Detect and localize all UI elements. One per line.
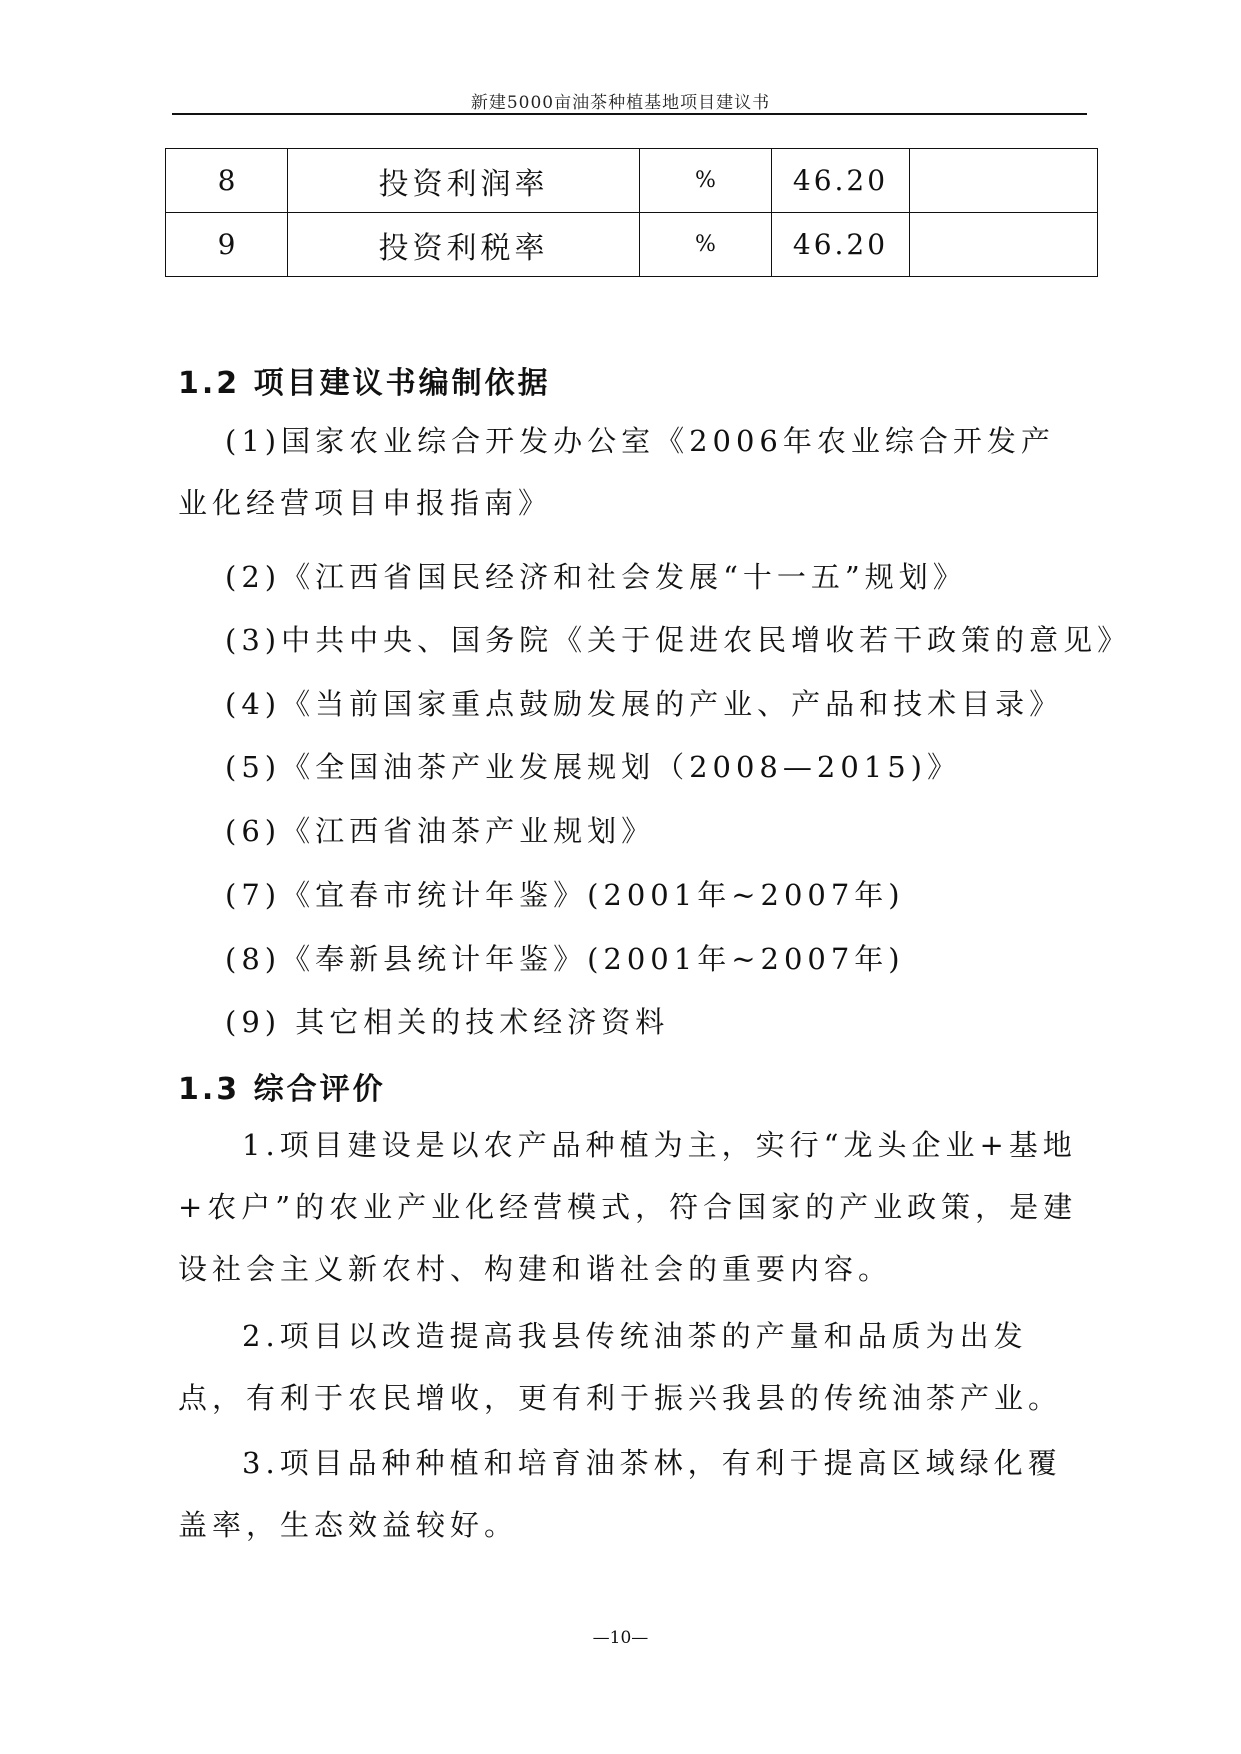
indicator-name: 投资利税率 bbox=[288, 213, 640, 277]
basis-item-8: (8)《奉新县统计年鉴》(2001年~2007年) bbox=[225, 942, 905, 976]
indicator-note bbox=[910, 213, 1098, 277]
section-heading-1-3: 1.3 综合评价 bbox=[178, 1072, 386, 1107]
basis-item-4: (4)《当前国家重点鼓励发展的产业、产品和技术目录》 bbox=[225, 687, 1064, 721]
indicator-table bbox=[165, 148, 1098, 277]
evaluation-paragraph-1: 1.项目建设是以农产品种植为主，实行“龙头企业+基地+农户”的农业产业化经营模式，符合国家的产业政策，是建设社会主义新农村、构建和谐社会的重要内容。 bbox=[178, 1128, 1078, 1286]
indicator-name: 投资利润率 bbox=[288, 149, 640, 213]
evaluation-paragraph-3: 3.项目品种种植和培育油茶林，有利于提高区域绿化覆盖率，生态效益较好。 bbox=[178, 1446, 1062, 1542]
evaluation-paragraph-2: 2.项目以改造提高我县传统油茶的产量和品质为出发点，有利于农民增收，更有利于振兴我县的传统油茶产业。 bbox=[178, 1319, 1063, 1415]
indicator-value: 46.20 bbox=[772, 213, 910, 277]
basis-item-6: (6)《江西省油茶产业规划》 bbox=[225, 814, 656, 848]
indicator-unit: % bbox=[640, 213, 772, 277]
table-row bbox=[166, 213, 1098, 277]
table-row bbox=[166, 149, 1098, 213]
basis-item-5: (5)《全国油茶产业发展规划（2008—2015)》 bbox=[225, 750, 961, 784]
basis-item-1: (1)国家农业综合开发办公室《2006年农业综合开发产业化经营项目申报指南》 bbox=[178, 424, 1055, 520]
row-number: 8 bbox=[166, 149, 288, 213]
indicator-value: 46.20 bbox=[772, 149, 910, 213]
basis-item-7: (7)《宜春市统计年鉴》(2001年~2007年) bbox=[225, 878, 905, 912]
indicator-unit: % bbox=[640, 149, 772, 213]
page-number: —10— bbox=[592, 1628, 649, 1648]
indicator-note bbox=[910, 149, 1098, 213]
basis-item-9: (9) 其它相关的技术经济资料 bbox=[225, 1005, 670, 1039]
row-number: 9 bbox=[166, 213, 288, 277]
basis-item-2: (2)《江西省国民经济和社会发展“十一五”规划》 bbox=[225, 560, 967, 594]
section-heading-1-2: 1.2 项目建议书编制依据 bbox=[178, 366, 551, 401]
header-rule bbox=[172, 113, 1087, 115]
running-header: 新建5000亩油茶种植基地项目建议书 bbox=[470, 93, 771, 113]
basis-item-3: (3)中共中央、国务院《关于促进农民增收若干政策的意见》 bbox=[225, 623, 1132, 657]
